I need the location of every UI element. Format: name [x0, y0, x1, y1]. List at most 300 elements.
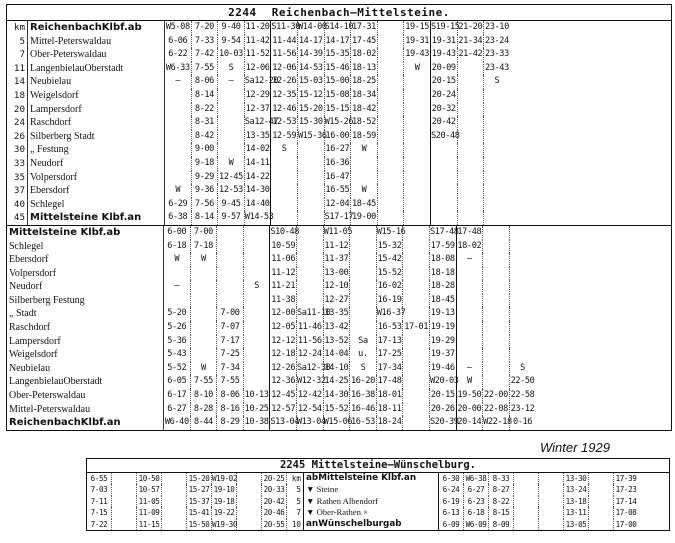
time-cell: 13-52	[324, 335, 351, 349]
time-cell	[351, 171, 378, 185]
time-cell: 12-54	[297, 403, 324, 417]
time-cell: S	[218, 62, 245, 76]
time-cell	[350, 280, 377, 294]
time-cell	[404, 116, 431, 130]
time-cell: 17-31	[351, 21, 378, 35]
time-cell: 12-53	[271, 116, 298, 130]
station-name: Ebersdorf	[28, 184, 165, 198]
time-cell: 12-27	[324, 294, 351, 308]
time-cell	[244, 362, 271, 376]
time-cell: 0-16	[512, 417, 533, 428]
time-cell: 15-15	[325, 103, 352, 117]
time-cell: W15-16	[377, 226, 404, 240]
time-cell: 7-07	[217, 321, 244, 335]
time-cell: 7-11	[87, 496, 112, 507]
time-cell: 23-10	[484, 22, 509, 32]
time-cell: 15-42	[377, 253, 404, 267]
time-cell: 10-59	[270, 240, 297, 254]
time-cell	[514, 519, 539, 530]
timetable-row	[7, 211, 671, 225]
time-cell	[404, 171, 431, 185]
time-cell: W	[164, 253, 191, 267]
time-cell: W	[404, 62, 431, 76]
time-cell	[403, 253, 430, 267]
time-cell: 8-14	[192, 89, 219, 103]
time-cell: u.	[350, 348, 377, 362]
time-cell: 9-45	[218, 198, 245, 212]
time-cell: 8-22	[192, 103, 219, 117]
time-cell: W14-53	[245, 211, 272, 225]
time-cell	[431, 211, 458, 225]
time-cell: 15-27	[187, 484, 212, 495]
time-cell: 20-55	[262, 519, 287, 530]
time-cell: 8-42	[192, 130, 219, 144]
time-cell: 20-15	[430, 389, 457, 403]
time-cell	[589, 519, 614, 530]
timetable-row	[7, 321, 671, 335]
time-cell	[483, 280, 510, 294]
time-cell	[191, 335, 218, 349]
time-cell: 12-57	[270, 403, 297, 417]
time-cell: S10-48	[270, 226, 297, 240]
time-cell: 13-35	[245, 130, 272, 144]
time-cell: 8-44	[191, 416, 218, 430]
time-cell: 19-29	[430, 335, 457, 349]
time-cell	[165, 143, 192, 157]
time-cell	[350, 240, 377, 254]
time-cell: 13-30	[564, 473, 589, 484]
time-cell: 6-18	[464, 507, 489, 518]
time-cell: W20-03	[430, 375, 457, 389]
time-cell	[458, 143, 485, 157]
timetable-row	[7, 375, 671, 389]
time-cell	[539, 473, 564, 484]
time-cell	[112, 496, 137, 507]
time-cell: 19-31	[431, 35, 458, 49]
time-cell: 19-15	[404, 21, 431, 35]
time-cell: 10-03	[218, 48, 245, 62]
time-cell: W22-18	[483, 416, 510, 430]
time-cell: 20-09	[431, 62, 458, 76]
timetable-row	[7, 143, 671, 157]
time-cell: 11-15	[137, 519, 162, 530]
time-cell	[244, 321, 271, 335]
time-cell: 22-08	[483, 403, 510, 417]
time-cell: —	[457, 253, 484, 267]
time-cell: 15-30	[298, 116, 325, 130]
time-cell: 11-38	[270, 294, 297, 308]
time-cell: 6-05	[164, 375, 191, 389]
time-cell	[483, 375, 510, 389]
time-cell: 8-31	[192, 116, 219, 130]
time-cell: 5-43	[164, 348, 191, 362]
time-cell: 14-04	[324, 348, 351, 362]
km-cell: 5	[296, 485, 301, 495]
time-cell	[298, 157, 325, 171]
km-cell: 5	[296, 496, 301, 506]
time-cell: 8-06	[192, 75, 219, 89]
time-cell	[297, 240, 324, 254]
time-cell: 17-01	[403, 321, 430, 335]
time-cell: 12-26	[271, 75, 298, 89]
time-cell	[237, 496, 262, 507]
time-cell	[162, 484, 187, 495]
time-cell: 15-52	[377, 267, 404, 281]
time-cell: 12-12	[270, 335, 297, 349]
time-cell	[350, 267, 377, 281]
time-cell	[298, 143, 325, 157]
station-name: Mittelsteine Klbf.an	[28, 211, 165, 225]
time-cell	[404, 211, 431, 225]
station-name: Silberberg Stadt	[28, 130, 165, 144]
time-cell: 12-45	[270, 389, 297, 403]
time-cell	[271, 211, 298, 225]
time-cell: 6-27	[464, 484, 489, 495]
time-cell	[458, 75, 485, 89]
time-cell	[457, 267, 484, 281]
time-cell	[483, 267, 510, 281]
time-cell: 7-00	[191, 226, 218, 240]
km-cell: 30	[7, 143, 28, 157]
station-name: Ober-Peterswaldau	[28, 48, 165, 62]
time-cell: 13-00	[324, 267, 351, 281]
time-cell	[431, 171, 458, 185]
station-name: LangenbielauOberstadt	[7, 375, 164, 389]
time-cell: S11-30	[271, 21, 298, 35]
time-cell: 16-47	[325, 171, 352, 185]
time-cell: 17-45	[351, 35, 378, 49]
time-cell	[378, 89, 405, 103]
time-cell: 19-31	[404, 35, 431, 49]
time-cell: 12-26	[270, 362, 297, 376]
time-cell	[589, 496, 614, 507]
time-cell: W15-06	[324, 416, 351, 430]
time-cell: 14-39	[298, 48, 325, 62]
time-cell	[457, 307, 484, 321]
station-name: ▼ Ober-Rathen ×	[303, 507, 439, 518]
time-cell	[484, 89, 510, 103]
time-cell	[298, 211, 325, 225]
time-cell: 20-24	[431, 89, 458, 103]
time-cell: 21-34	[458, 35, 485, 49]
time-cell	[514, 473, 539, 484]
timetable-row	[7, 198, 671, 212]
time-cell: 19-43	[404, 48, 431, 62]
timetable-row	[7, 171, 671, 185]
time-cell	[217, 280, 244, 294]
time-cell	[403, 335, 430, 349]
time-cell: 11-20	[245, 21, 272, 35]
time-cell: —	[218, 75, 245, 89]
time-cell: 7-55	[192, 62, 219, 76]
time-cell: 18-24	[377, 416, 404, 430]
time-cell: 19-13	[430, 307, 457, 321]
time-cell	[457, 348, 484, 362]
time-cell: 22-50	[510, 376, 535, 387]
time-cell	[510, 240, 536, 254]
time-cell: 19-37	[430, 348, 457, 362]
time-cell: 20-42	[262, 496, 287, 507]
station-name: ReichenbachKlbf.an	[7, 416, 164, 430]
time-cell: 14-25	[324, 375, 351, 389]
time-cell: 11-21	[270, 280, 297, 294]
time-cell	[457, 335, 484, 349]
station-name: Neudorf	[7, 280, 164, 294]
time-cell	[244, 253, 271, 267]
time-cell	[298, 184, 325, 198]
time-cell	[458, 62, 485, 76]
time-cell: 7-15	[87, 507, 112, 518]
time-cell: 13-18	[564, 496, 589, 507]
time-cell: 19-22	[212, 507, 237, 518]
km-cell: km	[7, 21, 28, 35]
station-name: Lampersdorf	[28, 103, 165, 117]
time-cell	[431, 184, 458, 198]
time-cell	[297, 267, 324, 281]
time-cell	[484, 211, 510, 225]
time-cell: S17-48	[430, 226, 457, 240]
time-cell	[403, 389, 430, 403]
direction-block-northbound	[7, 226, 671, 430]
time-cell: 8-27	[489, 484, 514, 495]
time-cell	[510, 253, 536, 267]
time-cell	[404, 198, 431, 212]
time-cell: S19-15	[431, 21, 458, 35]
time-cell: 17-13	[377, 335, 404, 349]
time-cell	[271, 157, 298, 171]
time-cell: 9-57	[218, 211, 245, 225]
time-cell: W6-40	[164, 416, 191, 430]
time-cell	[165, 89, 192, 103]
km-cell: 14	[7, 75, 28, 89]
time-cell: 17-48	[457, 226, 484, 240]
time-cell: 14-53	[298, 62, 325, 76]
time-cell	[483, 253, 510, 267]
time-cell: 10-38	[244, 416, 271, 430]
time-cell	[218, 130, 245, 144]
time-cell	[483, 348, 510, 362]
time-cell: 17-14	[615, 496, 637, 506]
time-cell: 7-25	[217, 348, 244, 362]
time-cell: 14-11	[245, 157, 272, 171]
time-cell: 12-59	[271, 130, 298, 144]
timetable-row	[87, 484, 669, 495]
time-cell: 16-38	[350, 389, 377, 403]
time-cell	[458, 184, 485, 198]
time-cell	[514, 484, 539, 495]
time-cell: 13-05	[564, 519, 589, 530]
time-cell: W	[191, 362, 218, 376]
time-cell	[378, 143, 405, 157]
time-cell: 16-53	[350, 416, 377, 430]
time-cell	[112, 507, 137, 518]
station-name: Neubielau	[28, 75, 165, 89]
time-cell: 15-41	[187, 507, 212, 518]
time-cell: 9-40	[218, 21, 245, 35]
time-cell	[244, 375, 271, 389]
time-cell: 14-17	[298, 35, 325, 49]
time-cell	[510, 267, 536, 281]
time-cell: 10-57	[137, 484, 162, 495]
time-cell	[297, 280, 324, 294]
time-cell	[457, 280, 484, 294]
time-cell: 7-03	[87, 484, 112, 495]
time-cell	[218, 103, 245, 117]
time-cell: —	[164, 280, 191, 294]
time-cell: S14-10	[325, 21, 352, 35]
timetable-row	[87, 473, 669, 484]
time-cell: W14-00	[298, 21, 325, 35]
time-cell: 7-34	[217, 362, 244, 376]
time-cell: 19-19	[430, 321, 457, 335]
time-cell	[484, 198, 510, 212]
time-cell: 9-29	[192, 171, 219, 185]
time-cell: 14-40	[245, 198, 272, 212]
time-cell: 12-18	[270, 348, 297, 362]
time-cell	[191, 348, 218, 362]
time-cell: 17-48	[377, 375, 404, 389]
time-cell	[271, 171, 298, 185]
time-cell	[244, 348, 271, 362]
time-cell	[458, 116, 485, 130]
time-cell	[484, 157, 510, 171]
km-cell: 26	[7, 130, 28, 144]
km-cell: 5	[7, 35, 28, 49]
time-cell: 5-26	[164, 321, 191, 335]
km-cell: 7	[7, 48, 28, 62]
km-cell: 18	[7, 89, 28, 103]
timetable-row	[87, 507, 669, 518]
time-cell	[112, 519, 137, 530]
time-cell	[458, 157, 485, 171]
time-cell: 14-17	[325, 35, 352, 49]
km-cell: 33	[7, 157, 28, 171]
time-cell	[403, 375, 430, 389]
time-cell	[458, 198, 485, 212]
time-cell: 6-22	[165, 48, 192, 62]
timetable-row	[7, 35, 671, 49]
station-name: Weigelsdorf	[28, 89, 165, 103]
time-cell: 18-11	[377, 403, 404, 417]
time-cell	[458, 130, 485, 144]
time-cell: 12-00	[270, 307, 297, 321]
time-cell: 12-06	[271, 62, 298, 76]
time-cell: 8-22	[489, 496, 514, 507]
time-cell: W19-30	[212, 519, 238, 529]
time-cell: 19-50	[457, 389, 484, 403]
time-cell: 6-23	[464, 496, 489, 507]
time-cell	[378, 171, 405, 185]
time-cell: 11-12	[324, 240, 351, 254]
time-cell	[297, 294, 324, 308]
time-cell	[244, 294, 271, 308]
time-cell: 15-20	[187, 473, 212, 484]
time-cell: Sa12-47	[245, 116, 272, 130]
timetable-row	[7, 280, 671, 294]
time-cell: Sa12-30	[297, 362, 324, 376]
time-cell	[403, 240, 430, 254]
station-name: Schlegel	[28, 198, 165, 212]
time-cell	[162, 507, 187, 518]
time-cell: 16-20	[350, 375, 377, 389]
time-cell: 7-56	[192, 198, 219, 212]
time-cell: 11-56	[297, 335, 324, 349]
time-cell: 9-00	[192, 143, 219, 157]
time-cell: 9-36	[192, 184, 219, 198]
time-cell: 8-06	[217, 389, 244, 403]
time-cell: 15-50	[187, 519, 212, 530]
time-cell: 6-19	[439, 496, 464, 507]
time-cell	[350, 226, 377, 240]
time-cell	[191, 294, 218, 308]
time-cell	[457, 294, 484, 308]
time-cell: 8-10	[191, 389, 218, 403]
time-cell: 18-08	[430, 253, 457, 267]
time-cell: 15-00	[325, 75, 352, 89]
route-title: Reichenbach—Mittelsteine.	[271, 6, 450, 19]
time-cell: 11-12	[270, 267, 297, 281]
time-cell: 7-22	[87, 519, 112, 530]
time-cell	[458, 103, 485, 117]
timetable-2244	[6, 4, 672, 431]
time-cell: 7-20	[192, 21, 219, 35]
time-cell	[162, 473, 187, 484]
time-cell	[483, 335, 510, 349]
time-cell: 18-52	[351, 116, 378, 130]
time-cell: S	[520, 362, 525, 373]
km-cell: 7	[296, 508, 301, 518]
time-cell	[237, 484, 262, 495]
time-cell	[483, 362, 510, 376]
timetable-row	[7, 89, 671, 103]
station-name: Ebersdorf	[7, 253, 164, 267]
time-cell: 17-23	[615, 485, 637, 495]
km-cell: 10	[291, 519, 301, 529]
time-cell	[162, 496, 187, 507]
time-cell	[403, 226, 430, 240]
time-cell	[162, 519, 187, 530]
time-cell	[403, 416, 430, 430]
time-cell	[165, 130, 192, 144]
time-cell	[514, 507, 539, 518]
time-cell: 12-04	[325, 198, 352, 212]
time-cell: 6-24	[439, 484, 464, 495]
time-cell: 7-42	[192, 48, 219, 62]
time-cell: Sa11-10	[297, 307, 324, 321]
time-cell	[165, 116, 192, 130]
time-cell	[483, 226, 510, 240]
km-cell: km	[291, 474, 301, 483]
time-cell	[378, 62, 405, 76]
time-cell: 21-42	[458, 48, 485, 62]
time-cell	[458, 89, 485, 103]
time-cell: 12-06	[245, 62, 272, 76]
station-name: Mittel-Peterswaldau	[7, 403, 164, 417]
station-name: Lampersdorf	[7, 335, 164, 349]
time-cell	[217, 226, 244, 240]
time-cell	[589, 473, 614, 484]
time-cell	[484, 171, 510, 185]
time-cell	[539, 507, 564, 518]
station-name: abMittelsteine Klbf.an	[303, 473, 439, 484]
time-cell	[244, 267, 271, 281]
time-cell: S20-39	[430, 416, 457, 430]
time-cell: 16-55	[325, 184, 352, 198]
time-cell	[457, 321, 484, 335]
time-cell: S	[271, 143, 298, 157]
station-name: Weigelsdorf	[7, 348, 164, 362]
time-cell: 23-24	[484, 35, 509, 46]
